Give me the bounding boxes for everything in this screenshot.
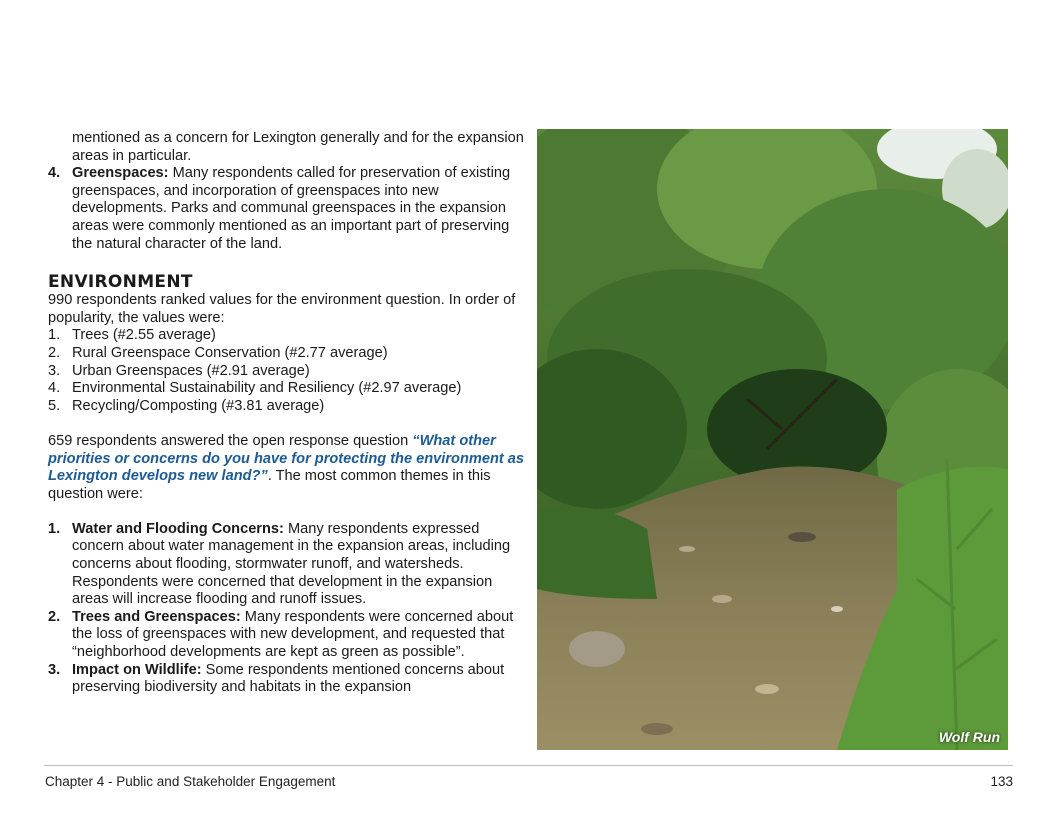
ranked-item bbox=[48, 398, 526, 416]
spacer bbox=[48, 503, 526, 521]
spacer bbox=[48, 415, 526, 433]
ranked-list bbox=[48, 327, 526, 415]
themes-list bbox=[48, 521, 526, 697]
ranked-item bbox=[48, 327, 526, 345]
theme-title: Impact on Wildlife: bbox=[72, 661, 202, 678]
list-item-text: Many respondents called for preservation of existing greenspaces, and incorporation of greenspaces into new developments. Parks and communal greenspaces in the expansion areas were commonly mentioned as an important part of preserving the natural character of the land. bbox=[72, 165, 511, 252]
ranked-item bbox=[48, 345, 526, 363]
ranked-item bbox=[48, 363, 526, 381]
photo-caption: Wolf Run bbox=[938, 729, 1000, 745]
ranked-number: 5. bbox=[48, 397, 61, 414]
theme-item-trees bbox=[48, 609, 526, 662]
theme-title: Trees and Greenspaces: bbox=[72, 608, 241, 625]
theme-number: 1. bbox=[48, 520, 61, 537]
theme-number: 3. bbox=[48, 661, 61, 678]
ranked-text: Recycling/Composting (#3.81 average) bbox=[72, 397, 325, 414]
ranked-number: 1. bbox=[48, 327, 61, 344]
environment-intro: 990 respondents ranked values for the environment question. In order of popularity, the values were: bbox=[48, 292, 516, 326]
ranked-item bbox=[48, 380, 526, 398]
theme-number: 2. bbox=[48, 608, 61, 625]
ranked-number: 3. bbox=[48, 362, 61, 379]
text-column bbox=[48, 130, 526, 697]
ranked-text: Trees (#2.55 average) bbox=[72, 327, 216, 344]
theme-item-water bbox=[48, 521, 526, 609]
theme-title: Water and Flooding Concerns: bbox=[72, 520, 284, 537]
creek-illustration bbox=[537, 129, 1008, 750]
footer-chapter-title: Chapter 4 - Public and Stakeholder Engagement bbox=[45, 774, 336, 789]
theme-text: Many respondents were concerned about the loss of greenspaces with new development, and requested that “neighborhood developments are kept as green as possible”. bbox=[72, 608, 514, 661]
theme-text: Some respondents mentioned concerns about preserving biodiversity and habitats in the expansion bbox=[72, 661, 505, 696]
theme-item-wildlife bbox=[48, 662, 526, 697]
list-number: 4. bbox=[48, 165, 61, 182]
ranked-text: Environmental Sustainability and Resiliency (#2.97 average) bbox=[72, 380, 462, 397]
open-response-lead: 659 respondents answered the open response question bbox=[48, 432, 413, 449]
page-number: 133 bbox=[990, 774, 1013, 789]
open-response-paragraph bbox=[48, 433, 526, 503]
list-item-greenspaces bbox=[48, 165, 526, 253]
section-heading: ENVIRONMENT bbox=[48, 272, 193, 293]
list-item-title: Greenspaces: bbox=[72, 165, 169, 182]
open-response-question: “What other priorities or concerns do you have for protecting the environment as Lexington develops new land?” bbox=[48, 432, 525, 485]
ranked-number: 2. bbox=[48, 344, 61, 361]
ranked-text: Urban Greenspaces (#2.91 average) bbox=[72, 362, 310, 379]
list-continuation: mentioned as a concern for Lexington generally and for the expansion areas in particular. bbox=[72, 130, 524, 164]
ranked-number: 4. bbox=[48, 380, 61, 397]
creek-photo bbox=[537, 129, 1008, 750]
open-response-tail: . The most common themes in this question were: bbox=[48, 468, 491, 502]
ranked-text: Rural Greenspace Conservation (#2.77 average) bbox=[72, 344, 388, 361]
theme-text: Many respondents expressed concern about water management in the expansion areas, including concerns about flooding, stormwater runoff, and watersheds. Respondents were concerned that development in the expansion areas will increase flooding and runoff issues. bbox=[72, 520, 511, 608]
footer-divider bbox=[44, 765, 1013, 766]
